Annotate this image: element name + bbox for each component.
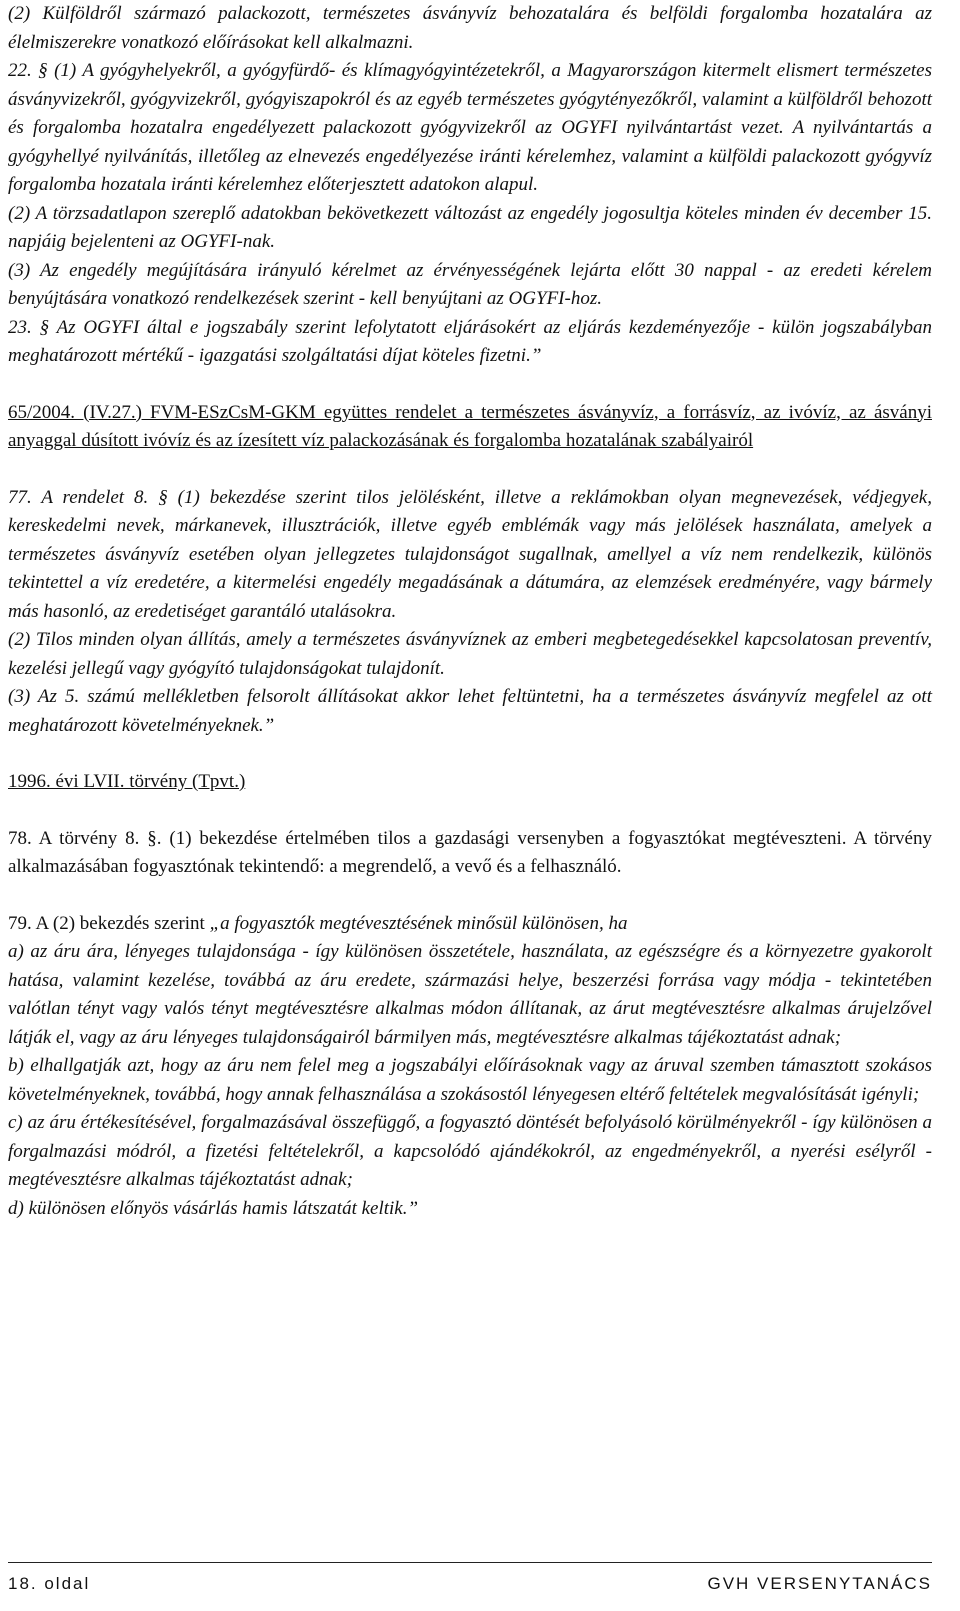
paragraph bbox=[8, 910, 932, 939]
section-heading: 65/2004. (IV.27.) FVM-ESzCsM-GKM együttes rendelet a természetes ásványvíz, a forrásvíz, az ivóvíz, az ásványi anyaggal dúsított ivóvíz és az ízesített víz palackozásának és forgalomba hozatalának szabályairól bbox=[8, 401, 932, 451]
document-page bbox=[8, 0, 932, 1223]
paragraph: 77. A rendelet 8. § (1) bekezdése szerint tilos jelölésként, illetve a reklámokban olyan megnevezések, védjegyek, kereskedelmi nevek, márkanevek, illusztrációk, illetve egyéb emblémák vagy más jelölések használata, amelyek a természetes ásványvíz esetében olyan jellegzetes tulajdonságot sugallnak, amellyel a víz nem rendelkezik, különös tekintettel a víz eredetére, a kitermelési engedély megadásának a dátumára, az elemzések eredményére, vagy bármely más hasonló, az eredetiséget garantáló utalásokra. bbox=[8, 486, 932, 622]
paragraph: 22. § (1) A gyógyhelyekről, a gyógyfürdő- és klímagyógyintézetekről, a Magyarországon kitermelt elismert természetes ásványvizekről, gyógyvizekről, gyógyiszapokról és az egyéb természetes gyógytényezőkről, valamint a külföldről behozott és forgalomba hozatalra engedélyezett palackozott gyógyvizekről az OGYFI nyilvántartást vezet. A nyilvántartás a gyógyhellyé nyilvánítás, illetőleg az elnevezés engedélyezése iránti kérelemhez, valamint a külföldi palackozott gyógyvíz forgalomba hozatala iránti kérelemhez előterjesztett adatokon alapul. bbox=[8, 60, 932, 195]
paragraph: (2) Külföldről származó palackozott, természetes ásványvíz behozatalára és belföldi forgalomba hozatalára az élelmiszerekre vonatkozó előírásokat kell alkalmazni. bbox=[8, 3, 932, 53]
organization-name: GVH VERSENYTANÁCS bbox=[707, 1574, 932, 1593]
page-number: 18. oldal bbox=[8, 1574, 91, 1593]
list-item: c) az áru értékesítésével, forgalmazásával összefüggő, a fogyasztó döntését befolyásoló körülményekről - így különösen a forgalmazási módról, a fizetési feltételekről, a kapcsolódó ajándékokról, az engedményekről, a nyerési esélyről - megtévesztésre alkalmas tájékoztatást adnak; bbox=[8, 1112, 932, 1190]
list-item: b) elhallgatják azt, hogy az áru nem felel meg a jogszabályi előírásoknak vagy az áruval szemben támasztott szokásos követelményeknek, továbbá, hogy annak felhasználása a szokásostól lényegesen eltérő feltételek megvalósítását igényli; bbox=[8, 1055, 932, 1105]
list-item: d) különösen előnyös vásárlás hamis látszatát keltik.” bbox=[8, 1197, 419, 1219]
paragraph: 23. § Az OGYFI által e jogszabály szerint lefolytatott eljárásokért az eljárás kezdeményezője - külön jogszabályban meghatározott mértékű - igazgatási szolgáltatási díjat köteles fizetni.” bbox=[8, 316, 932, 366]
list-item: a) az áru ára, lényeges tulajdonsága - így különösen összetétele, használata, az egészségre és a környezetre gyakorolt hatása, valamint kezelése, továbbá az áru eredete, származási helye, beszerzési forrása vagy módja - tekintetében valótlan tényt vagy valós tényt megtévesztésre alkalmas módon állítanak, az árut megtévesztésre alkalmas árujelzővel látják el, vagy az áru lényeges tulajdonságairól bármilyen más, megtévesztésre alkalmas tájékoztatást adnak; bbox=[8, 941, 932, 1048]
paragraph: (3) Az engedély megújítására irányuló kérelmet az érvényességének lejárta előtt 30 nappal - az eredeti kérelem benyújtására vonatkozó rendelkezések szerint - kell benyújtani az OGYFI-hoz. bbox=[8, 259, 932, 309]
paragraph-quote: „a fogyasztók megtévesztésének minősül különösen, ha bbox=[209, 912, 628, 934]
section-heading: 1996. évi LVII. törvény (Tpvt.) bbox=[8, 771, 246, 792]
paragraph: (2) A törzsadatlapon szereplő adatokban bekövetkezett változást az engedély jogosultja köteles minden év december 15. napjáig bejelenteni az OGYFI-nak. bbox=[8, 202, 932, 252]
footer-divider bbox=[8, 1562, 932, 1563]
paragraph: (3) Az 5. számú mellékletben felsorolt állításokat akkor lehet feltüntetni, ha a természetes ásványvíz megfelel az ott meghatározott követelményeknek.” bbox=[8, 686, 932, 736]
paragraph-intro: 79. A (2) bekezdés szerint bbox=[8, 912, 210, 934]
paragraph: 78. A törvény 8. §. (1) bekezdése értelmében tilos a gazdasági versenyben a fogyasztókat megtéveszteni. A törvény alkalmazásában fogyasztónak tekintendő: a megrendelő, a vevő és a felhasználó. bbox=[8, 827, 932, 877]
paragraph: (2) Tilos minden olyan állítás, amely a természetes ásványvíznek az emberi megbetegedésekkel kapcsolatosan preventív, kezelési jellegű vagy gyógyító tulajdonságokat tulajdonít. bbox=[8, 629, 932, 679]
